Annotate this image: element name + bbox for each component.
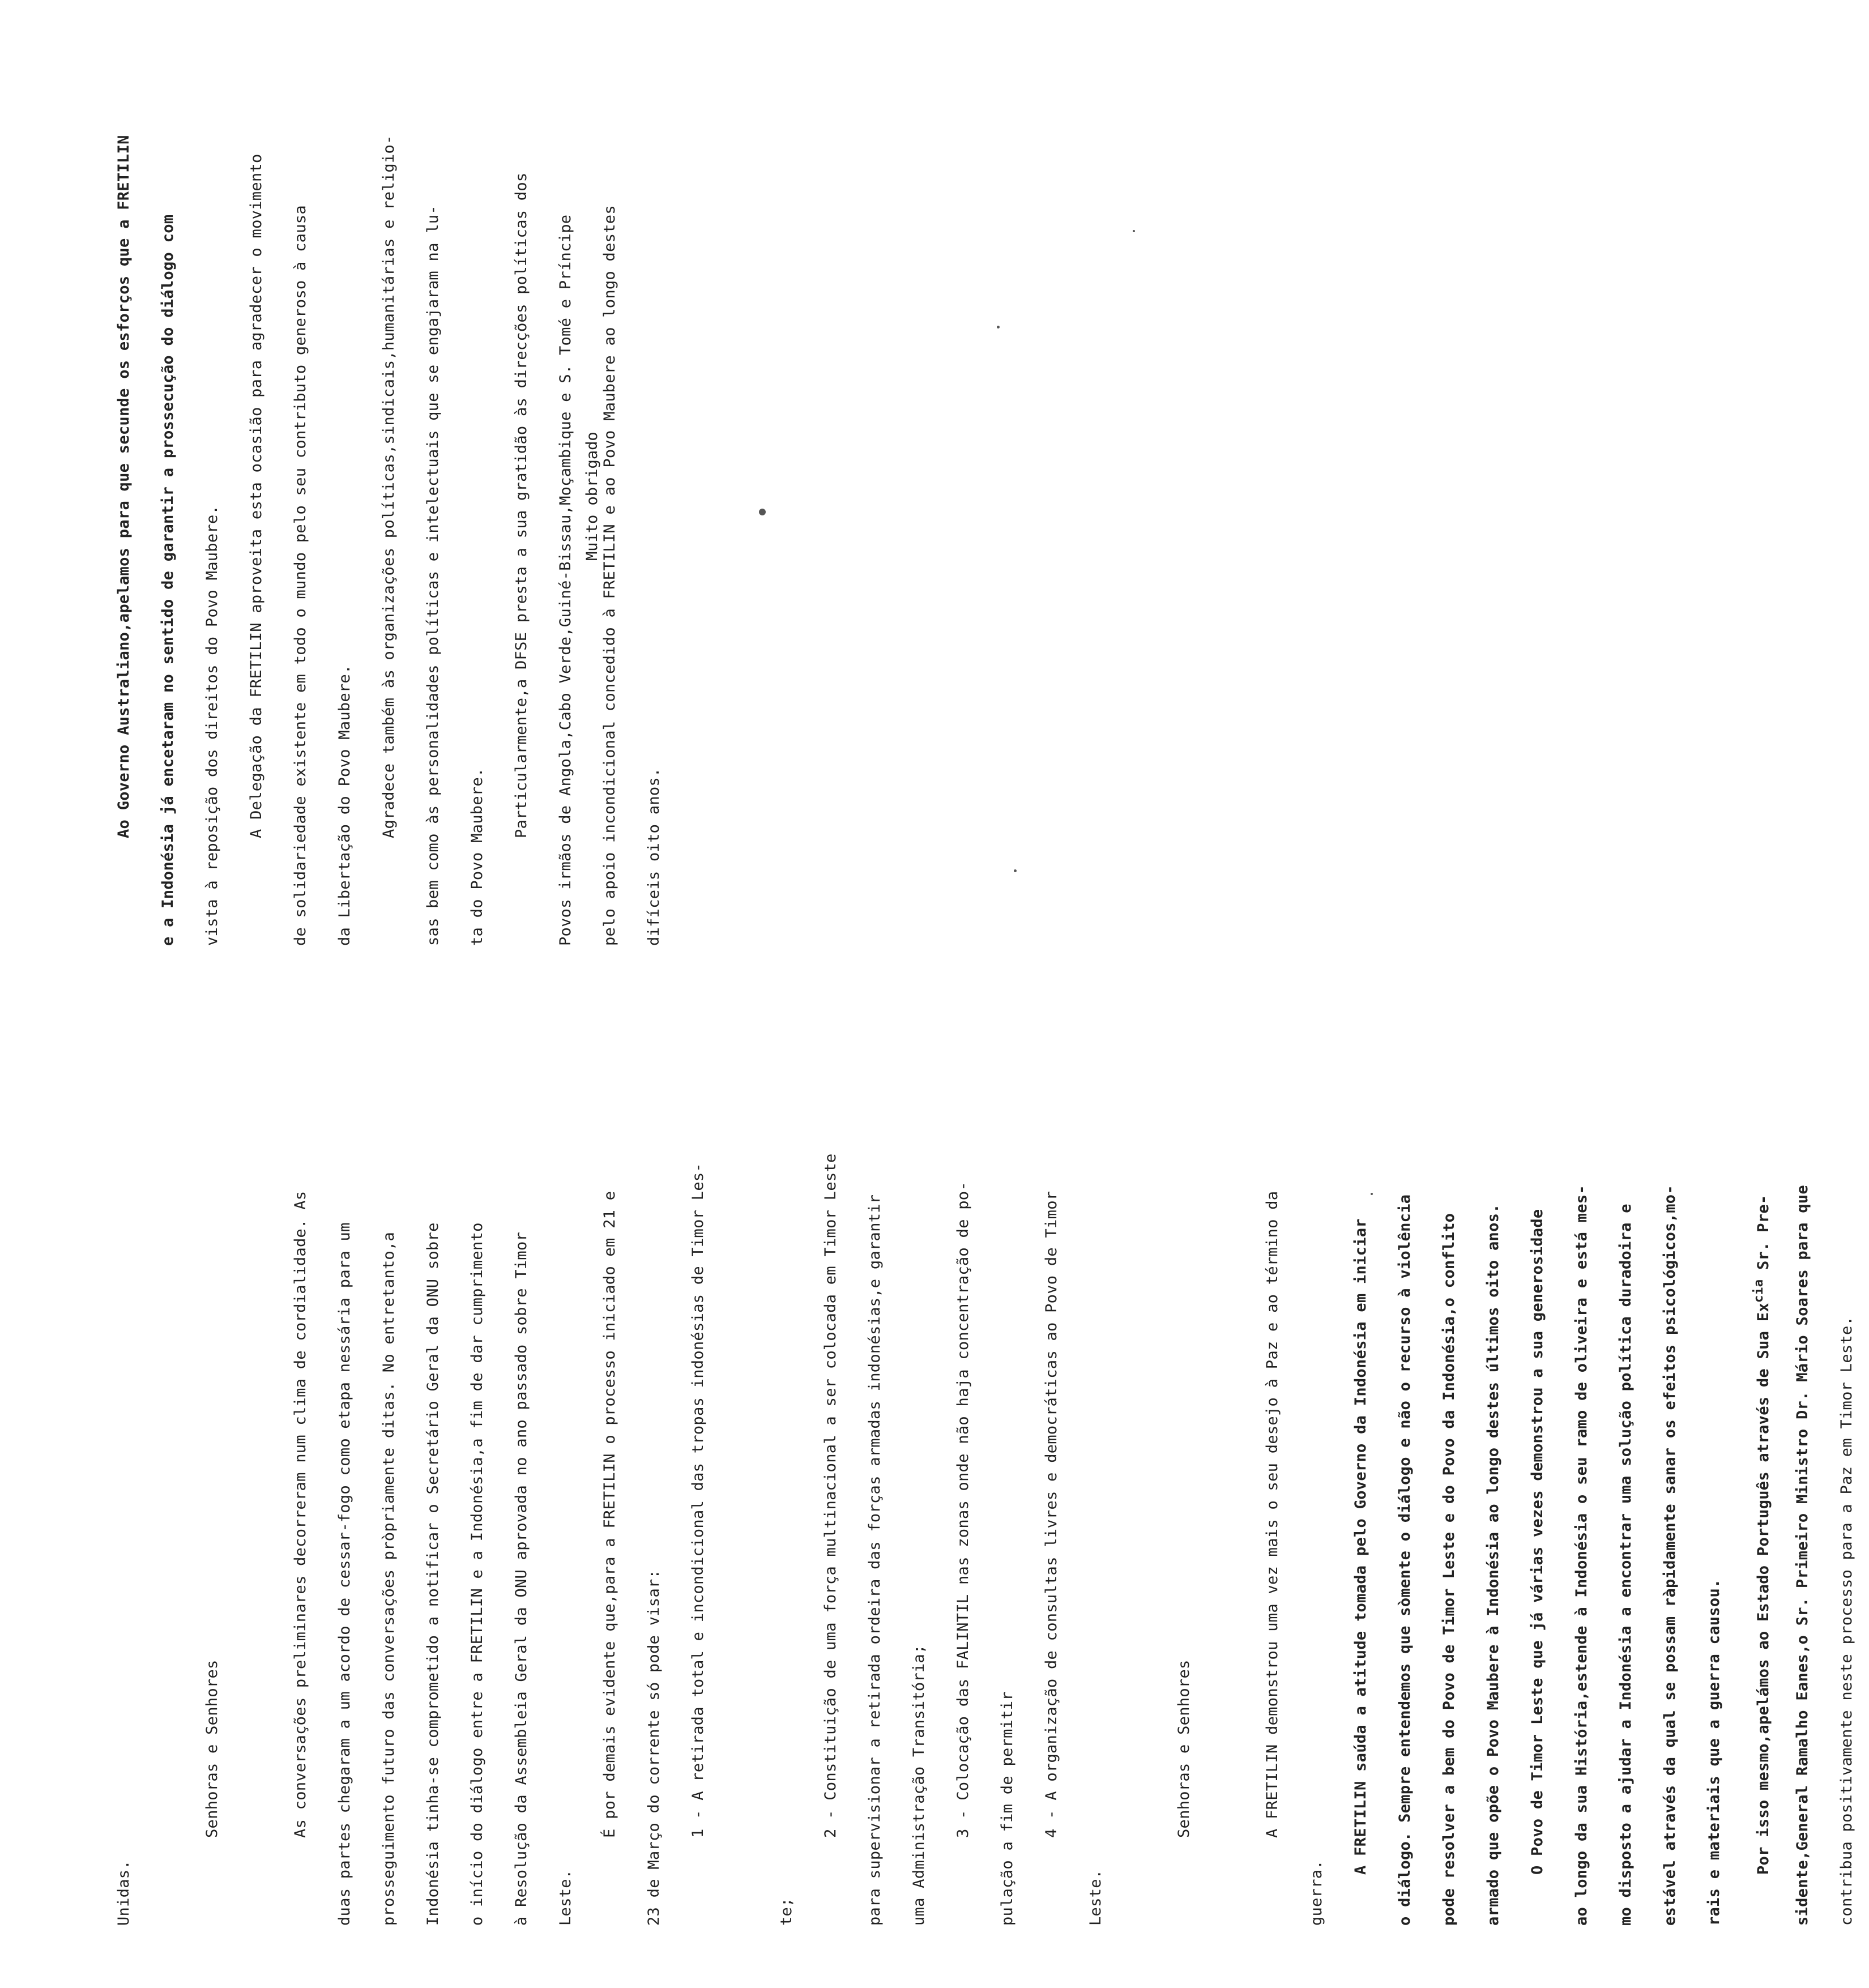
text-line: estável através da qual se possam ràpidamente sanar os efeitos psicológicos,mo- — [1661, 1185, 1679, 1926]
text-line: à Resolução da Assembleia Geral da ONU aprovada no ano passado sobre Timor — [513, 1231, 530, 1926]
text-line: Leste. — [1087, 1869, 1104, 1926]
list-item: 3 - Colocação das FALINTIL nas zonas onde não haja concentração de po- — [954, 1181, 972, 1838]
text-line: A Delegação da FRETILIN aproveita esta ocasião para agradecer o movimento — [248, 153, 265, 838]
text-line: guerra. — [1308, 1860, 1325, 1926]
scan-speck — [1133, 230, 1135, 232]
text-line: pode resolver a bem do Povo de Timor Leste e do Povo da Indonésia,o conflito — [1440, 1213, 1458, 1926]
section-heading: Senhoras e Senhores — [203, 1659, 221, 1838]
text-line: É por demais evidente que,para a FRETILIN o processo iniciado em 21 e — [601, 1191, 618, 1838]
text-line: rais e materiais que a guerra causou. — [1705, 1579, 1723, 1926]
text-line: o diálogo. Sempre entendemos que sòmente o diálogo e não o recurso à violência — [1396, 1194, 1414, 1926]
text-line: para supervisionar a retirada ordeira das forças armadas indonésias,e garantir — [866, 1194, 884, 1926]
scan-speck — [1371, 1193, 1373, 1195]
text-line: contribua positivamente neste processo para a Paz em Timor Leste. — [1838, 1316, 1855, 1926]
scan-speck — [997, 326, 1000, 329]
text-line: O Povo de Timor Leste que já várias vezes demonstrou a sua generosidade — [1529, 1209, 1546, 1875]
text-line: vista à reposição dos direitos do Povo Maubere. — [203, 505, 221, 946]
text-line: mo disposto a ajudar a Indonésia a encontrar uma solução política duradoira e — [1617, 1204, 1635, 1926]
text-line: Povos irmãos de Angola,Cabo Verde,Guiné-Bissau,Moçambique e S. Tomé e Príncipe — [557, 214, 574, 946]
text-line: Leste. — [557, 1869, 574, 1926]
text-line: A FRETILIN saúda a atitude tomada pelo Governo da Indonésia em iniciar — [1352, 1218, 1369, 1875]
text-line: sas bem como às personalidades políticas e intelectuais que se engajaram na lu- — [424, 205, 442, 946]
text-line: Particularmente,a DFSE presta a sua gratidão às direcções políticas dos — [513, 172, 530, 838]
text-line: de solidariedade existente em todo o mundo pelo seu contributo generoso à causa — [292, 205, 309, 946]
list-item: 1 - A retirada total e incondicional das tropas indonésias de Timor Les- — [689, 1163, 707, 1838]
text-line: A FRETILIN demonstrou uma vez mais o seu desejo à Paz e ao término da — [1264, 1191, 1281, 1838]
text-line: 23 de Março do corrente só pode visar: — [645, 1569, 663, 1926]
text-line: Agradece também às organizações políticas,sindicais,humanitárias e religio- — [380, 135, 398, 838]
text-line: Unidas. — [115, 1860, 133, 1926]
text-line: prosseguimento futuro das conversações pròpriamente ditas. No entretanto,a — [380, 1231, 398, 1926]
text-line: difíceis oito anos. — [645, 767, 663, 946]
text-line: o início do diálogo entre a FRETILIN e a Indonésia,a fim de dar cumprimento — [468, 1222, 486, 1926]
text-line: ta do Povo Maubere. — [468, 767, 486, 946]
text-line: Por isso mesmo,apelámos ao Estado Português através de Sua $Ex^{cia}$ Sr. Pre- — [1751, 1194, 1772, 1875]
text-line: uma Administração Transitória; — [910, 1644, 928, 1926]
text-line: ao longo da sua História,estende à Indonésia o seu ramo de oliveira e está mes- — [1573, 1185, 1590, 1926]
text-line: e a Indonésia já encetaram no sentido de garantir a prossecução do diálogo com — [159, 214, 177, 946]
text-line: duas partes chegaram a um acordo de cessar-fogo como etapa nessária para um — [336, 1222, 353, 1926]
text-line: te; — [778, 1897, 795, 1926]
text-line: Ao Governo Australiano,apelamos para que secunde os esforços que a FRETILIN — [115, 135, 133, 838]
text-line: Indonésia tinha-se comprometido a notificar o Secretário Geral da ONU sobre — [424, 1222, 442, 1926]
scan-speck — [1014, 869, 1017, 872]
text-line: As conversações preliminares decorreram num clima de cordialidade. As — [292, 1191, 309, 1838]
text-line: sidente,General Ramalho Eanes,o Sr. Primeiro Ministro Dr. Mário Soares para que — [1794, 1185, 1811, 1926]
text-line: da Libertação do Povo Maubere. — [336, 664, 353, 946]
text-line: pelo apoio incondicional concedido à FRETILIN e ao Povo Maubere ao longo destes — [601, 205, 618, 946]
list-item: 2 - Constituição de uma força multinacional a ser colocada em Timor Leste — [822, 1153, 839, 1838]
superscript: cia — [1751, 1279, 1766, 1303]
text-line: armado que opõe o Povo Maubere à Indonésia ao longo destes últimos oito anos. — [1484, 1204, 1502, 1926]
scan-speck — [759, 509, 766, 515]
section-heading: Senhoras e Senhores — [1175, 1659, 1193, 1838]
closing-text: Muito obrigado — [583, 432, 601, 561]
text-line: pulação a fim de permitir — [998, 1691, 1016, 1926]
left-text-column — [102, 1008, 1869, 1926]
list-item: 4 - A organização de consultas livres e democráticas ao Povo de Timor — [1043, 1191, 1060, 1838]
